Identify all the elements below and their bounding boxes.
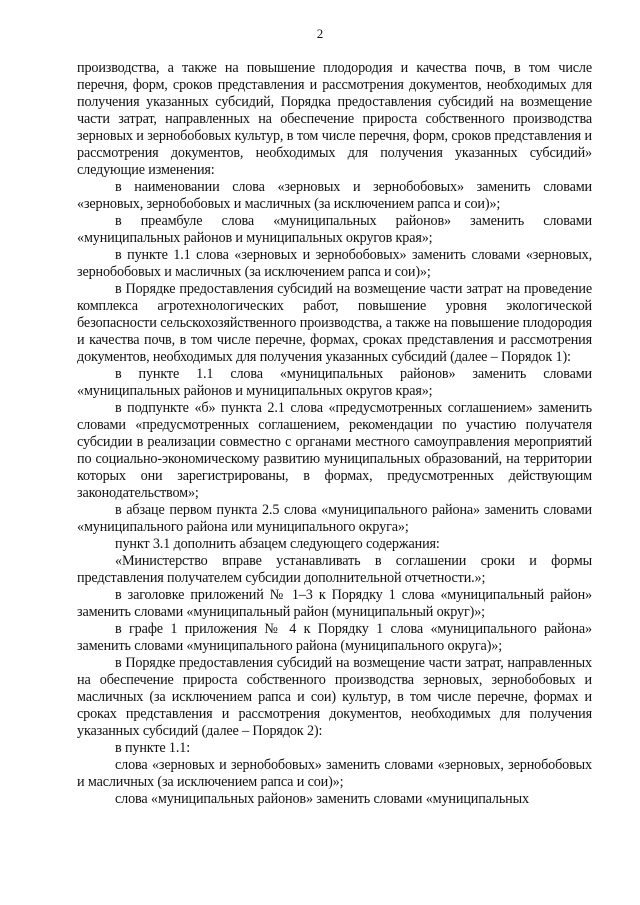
paragraph: слова «зерновых и зернобобовых» заменить словами «зерновых, зернобобовых и масличных (за исключением рапса и сои)»;	[77, 757, 592, 790]
paragraph: в графе 1 приложения № 4 к Порядку 1 слова «муниципального района» заменить словами «муниципального района (муниципального округа)»;	[77, 621, 592, 654]
paragraph: в пункте 1.1 слова «зерновых и зернобобовых» заменить словами «зерновых, зернобобовых и масличных (за исключением рапса и сои)»;	[77, 247, 592, 280]
paragraph: в наименовании слова «зерновых и зернобобовых» заменить словами «зерновых, зернобобовых и масличных (за исключением рапса и сои)»;	[77, 179, 592, 212]
paragraph: производства, а также на повышение плодородия и качества почв, в том числе перечня, форм, сроков представления и рассмотрения документов, необходимых для получения указанных субсидий, Порядка предоставления субсидий на возмещение части затрат, направленных на обеспечение прироста собственного производства зерновых и зернобобовых культур, в том числе перечня, форм, сроков представления и рассмотрения документов, необходимых для получения указанных субсидий» следующие изменения:	[77, 60, 592, 178]
paragraph: «Министерство вправе устанавливать в соглашении сроки и формы представления получателем субсидии дополнительной отчетности.»;	[77, 553, 592, 586]
document-body	[77, 60, 592, 808]
paragraph: в абзаце первом пункта 2.5 слова «муниципального района» заменить словами «муниципального района или муниципального округа»;	[77, 502, 592, 535]
paragraph: в Порядке предоставления субсидий на возмещение части затрат на проведение комплекса агротехнологических работ, повышение уровня экологической безопасности сельскохозяйственного производства, а также на повышение плодородия и качества почв, в том числе перечне, формах, сроках представления и рассмотрения документов, необходимых для получения указанных субсидий (далее – Порядок 1):	[77, 281, 592, 365]
paragraph: в Порядке предоставления субсидий на возмещение части затрат, направленных на обеспечение прироста собственного производства зерновых, зернобобовых и масличных (за исключением рапса и сои) культур, в том числе перечне, формах и сроках представления и рассмотрения документов, необходимых для получения указанных субсидий (далее – Порядок 2):	[77, 655, 592, 739]
page-number: 2	[316, 26, 324, 41]
paragraph: в подпункте «б» пункта 2.1 слова «предусмотренных соглашением» заменить словами «предусмотренных соглашением, рекомендации по участию получателя субсидии в реализации совместно с органами местного самоуправления мероприятий по социально-экономическому развитию муниципальных образований, на территории которых они зарегистрированы, в формах, предусмотренных действующим законодательством»;	[77, 400, 592, 501]
paragraph: в преамбуле слова «муниципальных районов» заменить словами «муниципальных районов и муниципальных округов края»;	[77, 213, 592, 246]
paragraph: в заголовке приложений № 1–3 к Порядку 1 слова «муниципальный район» заменить словами «муниципальный район (муниципальный округ)»;	[77, 587, 592, 620]
paragraph: в пункте 1.1 слова «муниципальных районов» заменить словами «муниципальных районов и муниципальных округов края»;	[77, 366, 592, 399]
paragraph: пункт 3.1 дополнить абзацем следующего содержания:	[115, 536, 440, 552]
paragraph: слова «муниципальных районов» заменить словами «муниципальных	[115, 791, 529, 807]
paragraph: в пункте 1.1:	[115, 740, 191, 756]
